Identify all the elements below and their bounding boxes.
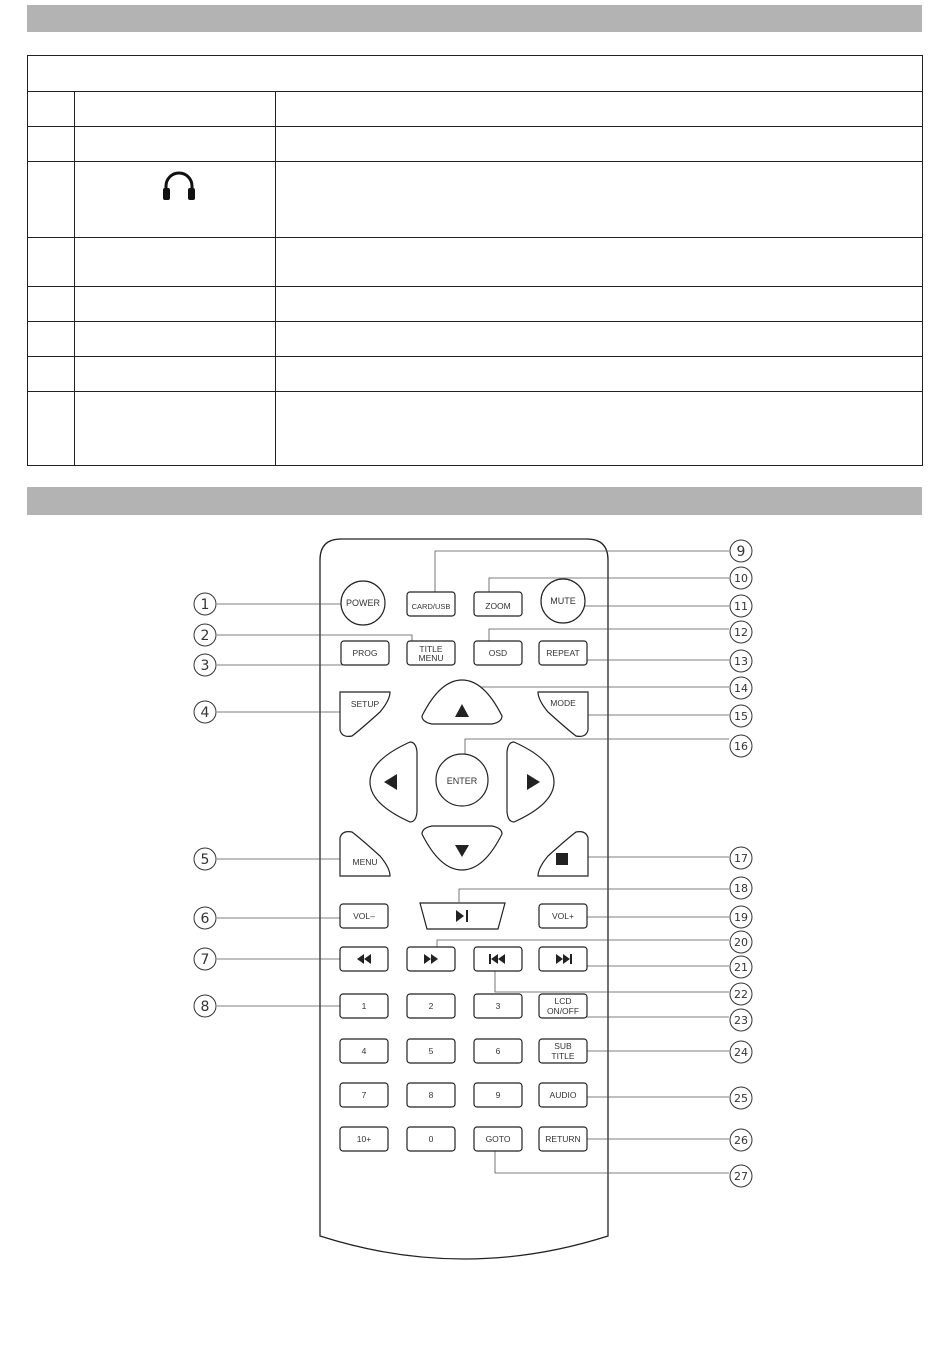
prog-label: PROG xyxy=(352,648,378,658)
callout-number: 12 xyxy=(734,626,748,639)
vol-plus-label: VOL+ xyxy=(552,911,574,921)
section-header-bar-remote xyxy=(27,487,922,515)
callout-number: 27 xyxy=(734,1170,748,1183)
repeat-label: REPEAT xyxy=(546,648,580,658)
callout-number: 2 xyxy=(200,628,210,644)
callout-number: 7 xyxy=(200,952,210,968)
headphone-icon xyxy=(75,162,275,232)
menu-label: MENU xyxy=(352,857,378,867)
table-row xyxy=(28,127,923,162)
stop-square-icon xyxy=(556,853,568,865)
table-row xyxy=(28,357,923,392)
subtitle-label-line1: SUB xyxy=(554,1041,572,1051)
controls-table xyxy=(27,55,923,466)
table-row xyxy=(28,162,923,238)
lcd-label-line1: LCD xyxy=(554,996,572,1006)
section-header-bar-top xyxy=(27,5,922,32)
vol-minus-label: VOL– xyxy=(353,911,375,921)
lcd-label-line2: ON/OFF xyxy=(546,1006,580,1016)
callout-number: 8 xyxy=(200,999,210,1015)
table-row xyxy=(28,392,923,466)
callout-number: 1 xyxy=(200,597,210,613)
num-9-label: 9 xyxy=(495,1090,501,1100)
callout-number: 19 xyxy=(734,911,748,924)
num-10plus-label: 10+ xyxy=(356,1134,372,1144)
remote-control-diagram xyxy=(0,520,950,1359)
callout-number: 21 xyxy=(734,961,748,974)
pause-bar-icon xyxy=(466,910,468,922)
num-5-label: 5 xyxy=(428,1046,434,1056)
osd-label: OSD xyxy=(488,648,508,658)
num-7-label: 7 xyxy=(361,1090,367,1100)
num-8-label: 8 xyxy=(428,1090,434,1100)
callout-number: 9 xyxy=(736,544,746,560)
table-row xyxy=(28,322,923,357)
callout-number: 20 xyxy=(734,936,748,949)
num-3-label: 3 xyxy=(495,1001,501,1011)
goto-label: GOTO xyxy=(485,1134,511,1144)
callout-number: 17 xyxy=(734,852,748,865)
zoom-label: ZOOM xyxy=(485,601,511,611)
callout-number: 4 xyxy=(200,705,210,721)
table-row xyxy=(28,92,923,127)
num-4-label: 4 xyxy=(361,1046,367,1056)
callout-number: 5 xyxy=(200,852,210,868)
callout-number: 25 xyxy=(734,1092,748,1105)
mute-label: MUTE xyxy=(550,596,576,606)
callout-number: 3 xyxy=(200,658,210,674)
callout-number: 11 xyxy=(734,600,748,613)
table-header-row xyxy=(28,56,923,92)
callout-number: 10 xyxy=(734,572,748,585)
num-6-label: 6 xyxy=(495,1046,501,1056)
table-row xyxy=(28,287,923,322)
num-0-label: 0 xyxy=(428,1134,434,1144)
callout-number: 24 xyxy=(734,1046,748,1059)
title-menu-label-line2: MENU xyxy=(418,653,444,663)
power-label: POWER xyxy=(345,598,381,608)
return-label: RETURN xyxy=(545,1134,581,1144)
table-row xyxy=(28,238,923,287)
setup-label: SETUP xyxy=(350,699,380,709)
callout-number: 23 xyxy=(734,1014,748,1027)
enter-label: ENTER xyxy=(446,776,478,786)
subtitle-label-line2: TITLE xyxy=(551,1051,575,1061)
title-menu-label-line1: TITLE xyxy=(419,644,443,654)
num-2-label: 2 xyxy=(428,1001,434,1011)
previous-icon xyxy=(489,954,491,964)
callout-number: 26 xyxy=(734,1134,748,1147)
callout-number: 6 xyxy=(200,911,210,927)
mode-label: MODE xyxy=(550,698,576,708)
table-header-cell xyxy=(28,56,923,92)
callout-number: 13 xyxy=(734,655,748,668)
card-usb-label: CARD/USB xyxy=(411,602,451,611)
callout-number: 15 xyxy=(734,710,748,723)
callout-number: 22 xyxy=(734,988,748,1001)
callout-number: 18 xyxy=(734,882,748,895)
num-1-label: 1 xyxy=(361,1001,367,1011)
callout-number: 16 xyxy=(734,740,748,753)
audio-label: AUDIO xyxy=(549,1090,577,1100)
callout-number: 14 xyxy=(734,682,748,695)
